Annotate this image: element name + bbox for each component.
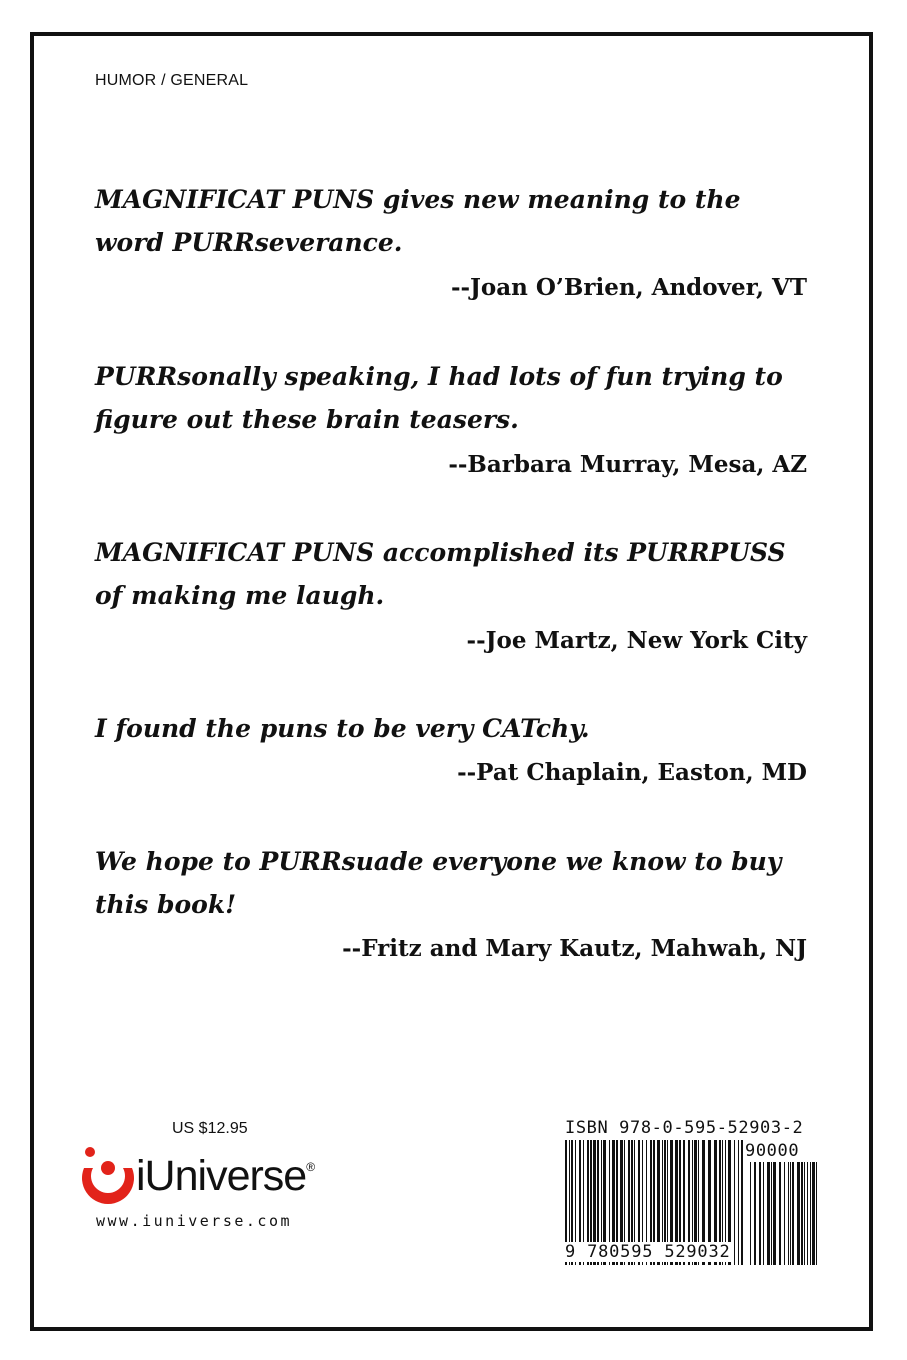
blurb-attribution: --Barbara Murray, Mesa, AZ (448, 451, 807, 478)
blurb-quote: MAGNIFICAT PUNS gives new meaning to the word PURRseverance. (95, 185, 741, 257)
isbn-label: ISBN 978-0-595-52903-2 (565, 1118, 804, 1138)
blurb-attribution: --Joan O’Brien, Andover, VT (450, 274, 807, 301)
category-label: HUMOR / GENERAL (95, 72, 249, 89)
blurb-quote: I found the puns to be very CATchy. (95, 714, 590, 743)
blurb-quote: MAGNIFICAT PUNS accomplished its PURRPUSS of making me laugh. (95, 538, 786, 610)
blurb-quote: We hope to PURRsuade everyone we know to buy this book! (95, 847, 782, 919)
addon-code: 90000 (745, 1141, 800, 1161)
barcode-digits: 9 780595 529032 (565, 1242, 734, 1262)
blurb-attribution: --Joe Martz, New York City (466, 627, 807, 654)
publisher-website: www.iuniverse.com (96, 1212, 293, 1230)
blurb-attribution: --Pat Chaplain, Easton, MD (457, 759, 807, 786)
blurb-attribution: --Fritz and Mary Kautz, Mahwah, NJ (342, 935, 807, 962)
publisher-name: iUniverse® (136, 1152, 315, 1200)
price-label: US $12.95 (172, 1120, 248, 1137)
blurb-quote: PURRsonally speaking, I had lots of fun trying to figure out these brain teasers. (95, 362, 783, 434)
